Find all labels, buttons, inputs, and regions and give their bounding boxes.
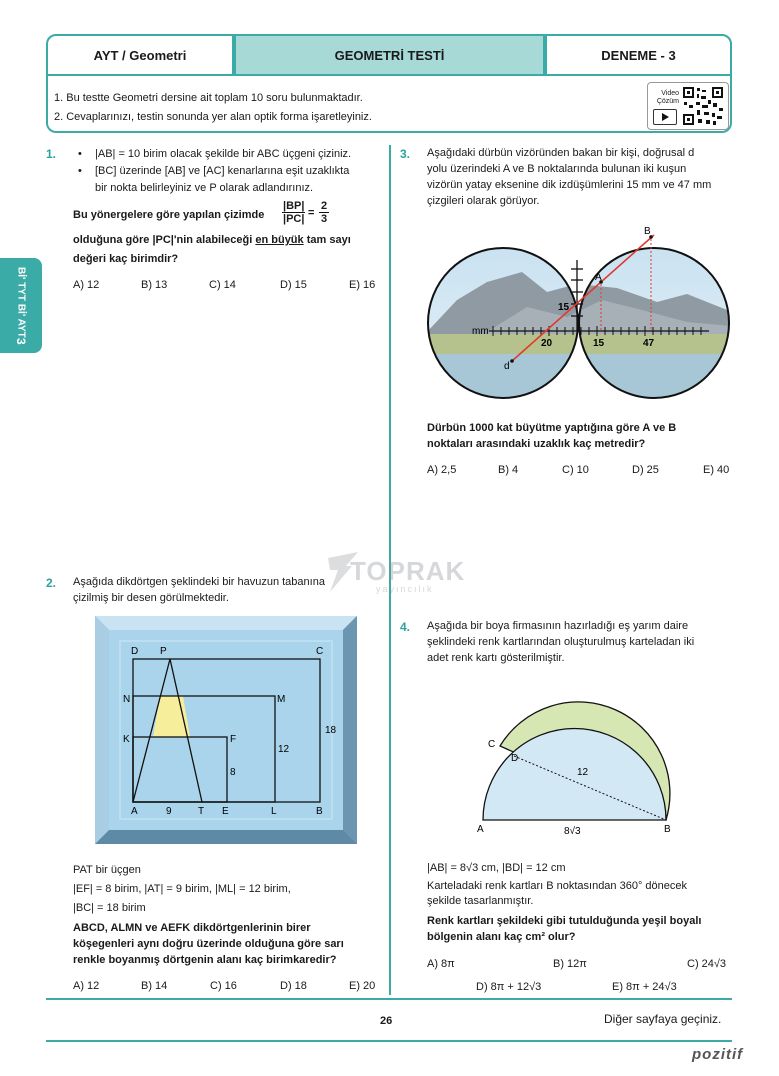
q4-label-ab: 8√3 [564, 826, 581, 837]
binocular-figure [427, 222, 732, 422]
qr-code-icon[interactable] [682, 86, 724, 131]
q1-val-den: 3 [320, 213, 328, 225]
q1-bullet-2a: [BC] üzerinde [AB] ve [AC] kenarlarına eşit uzaklıkta [95, 165, 350, 177]
q2-label-f: F [230, 734, 237, 745]
q3-label-b: B [644, 226, 651, 237]
q1-option-b[interactable]: B) 13 [141, 279, 168, 291]
q2-label-m: M [277, 694, 286, 705]
q3-tick-15: 15 [593, 338, 605, 349]
semicircle-figure [470, 672, 700, 842]
q4-option-a[interactable]: A) 8π [427, 958, 455, 970]
q2-label-8: 8 [230, 767, 236, 778]
q1-number: 1. [46, 147, 57, 161]
q1-bullet-1: |AB| = 10 birim olacak şekilde bir ABC üçgeni çiziniz. [95, 148, 352, 160]
q4-given-3: şekilde tasarlanmıştır. [427, 895, 534, 907]
next-page-note: Diğer sayfaya geçiniz. [604, 1012, 722, 1026]
q3-tick-20: 20 [541, 338, 553, 349]
q2-option-b[interactable]: B) 14 [141, 980, 168, 992]
q3-intro-4: çizgileri olarak görüyor. [427, 195, 540, 207]
q4-intro-3: adet renk kartı gösterilmiştir. [427, 652, 565, 664]
video-label: Video [661, 90, 679, 97]
q2-stem-1: ABCD, ALMN ve AEFK dikdörtgenlerinin birer [73, 922, 311, 934]
q2-label-l: L [271, 806, 277, 817]
q3-option-b[interactable]: B) 4 [498, 464, 519, 476]
q3-label-mm: mm [472, 326, 489, 337]
q2-label-n: N [123, 694, 131, 705]
q4-option-c[interactable]: C) 24√3 [687, 958, 727, 970]
header-subject: AYT / Geometri [46, 34, 234, 76]
publisher-watermark [320, 550, 466, 600]
q1-frac-den: |PC| [283, 213, 305, 225]
q4-stem-1: Renk kartları şekildeki gibi tutulduğunda yeşil boyalı [427, 915, 702, 927]
watermark-sub: yayıncılık [376, 584, 434, 594]
watermark-brand: TOPRAK [350, 556, 466, 586]
q1-option-e[interactable]: E) 16 [349, 279, 376, 291]
q2-label-a: A [131, 806, 138, 817]
q1-option-c[interactable]: C) 14 [209, 279, 236, 291]
q3-option-c[interactable]: C) 10 [562, 464, 589, 476]
side-tab-number: 3 [14, 338, 28, 345]
q1-bullet-2b: bir nokta belirleyiniz ve P olarak adlandırınız. [95, 182, 314, 194]
q1-bullet-2-dot: • [78, 165, 82, 177]
q4-option-e[interactable]: E) 8π + 24√3 [612, 981, 677, 993]
q1-val-num: 2 [320, 200, 328, 212]
q2-given-2: |EF| = 8 birim, |AT| = 9 birim, |ML| = 12 birim, [73, 883, 291, 895]
q3-number: 3. [400, 147, 411, 161]
q2-label-k: K [123, 734, 130, 745]
q3-tick-47: 47 [643, 338, 655, 349]
q1-option-d[interactable]: D) 15 [280, 279, 307, 291]
footer-rule-bottom [46, 1040, 732, 1042]
page-number: 26 [380, 1015, 393, 1027]
q4-number: 4. [400, 620, 411, 634]
q2-label-12: 12 [278, 744, 290, 755]
q2-option-c[interactable]: C) 16 [210, 980, 237, 992]
q2-label-c: C [316, 646, 324, 657]
q4-given-2: Karteladaki renk kartları B noktasından 360° dönecek [427, 880, 687, 892]
q4-given-1: |AB| = 8√3 cm, |BD| = 12 cm [427, 862, 566, 874]
header-title: GEOMETRİ TESTİ [234, 34, 545, 76]
q4-label-12: 12 [577, 767, 589, 778]
q4-intro-2: şeklindeki renk kartlarından oluşturulmuş karteladan iki [427, 636, 695, 648]
q4-label-b: B [664, 824, 671, 835]
q2-given-1: PAT bir üçgen [73, 864, 141, 876]
q1-value [319, 200, 329, 225]
q2-label-18: 18 [325, 725, 337, 736]
q2-stem-3: renkle boyanmış dörtgenin alanı kaç birimkaredir? [73, 954, 337, 966]
solution-label: Çözüm [656, 98, 679, 105]
q2-given-3: |BC| = 18 birim [73, 902, 146, 914]
q3-intro-1: Aşağıdaki dürbün vizöründen bakan bir kişi, doğrusal d [427, 147, 695, 159]
q4-stem-2: bölgenin alanı kaç cm² olur? [427, 931, 576, 943]
q1-stem-2: olduğuna göre |PC|'nin alabileceği en büyük tam sayı [73, 234, 351, 246]
publisher-logo: pozitif [692, 1046, 744, 1063]
q2-intro-2: çizilmiş bir desen görülmektedir. [73, 592, 229, 604]
q4-label-c: C [488, 739, 496, 750]
q2-label-t: T [198, 806, 205, 817]
q1-fraction [282, 200, 305, 225]
q1-stem-1: Bu yönergelere göre yapılan çizimde [73, 209, 265, 221]
footer-rule-top [46, 998, 732, 1000]
q3-option-e[interactable]: E) 40 [703, 464, 730, 476]
q3-stem-1: Dürbün 1000 kat büyütme yaptığına göre A ve B [427, 422, 677, 434]
q2-option-d[interactable]: D) 18 [280, 980, 307, 992]
q2-intro-1: Aşağıda dikdörtgen şeklindeki bir havuzun tabanına [73, 576, 325, 588]
q3-stem-2: noktaları arasındaki uzaklık kaç metredir? [427, 438, 646, 450]
q2-label-e: E [222, 806, 229, 817]
q1-emphasis: en büyük [255, 234, 304, 246]
q4-option-b[interactable]: B) 12π [553, 958, 587, 970]
pool-figure [95, 616, 357, 844]
q2-label-p: P [160, 646, 167, 657]
q4-intro-1: Aşağıda bir boya firmasının hazırladığı eş yarım daire [427, 620, 689, 632]
q1-bullet-1-dot: • [78, 148, 82, 160]
q2-label-b: B [316, 806, 323, 817]
q2-number: 2. [46, 576, 57, 590]
q1-option-a[interactable]: A) 12 [73, 279, 100, 291]
q2-option-e[interactable]: E) 20 [349, 980, 376, 992]
q1-frac-num: |BP| [283, 200, 305, 212]
q4-label-d: D [511, 753, 519, 764]
q4-option-d[interactable]: D) 8π + 12√3 [476, 981, 542, 993]
q3-option-a[interactable]: A) 2,5 [427, 464, 457, 476]
q3-option-d[interactable]: D) 25 [632, 464, 659, 476]
side-tab-text: Bİ' TYT Bİ' AYT [15, 267, 27, 338]
instruction-1: 1. Bu testte Geometri dersine ait toplam 10 soru bulunmaktadır. [54, 92, 363, 104]
q3-label-v15: 15 [558, 302, 570, 313]
q1-stem-3: değeri kaç birimdir? [73, 253, 179, 265]
instructions-box [46, 76, 732, 133]
q3-label-a: A [595, 272, 602, 283]
q3-label-d: d [504, 361, 510, 372]
q1-equals: = [308, 207, 315, 219]
q4-label-a: A [477, 824, 484, 835]
video-solution-badge[interactable] [647, 82, 729, 130]
side-tab [0, 258, 42, 353]
q2-option-a[interactable]: A) 12 [73, 980, 100, 992]
q3-intro-2: yolu üzerindeki A ve B noktalarında bulunan iki kuşun [427, 163, 687, 175]
q2-label-9: 9 [166, 806, 172, 817]
header-test-number: DENEME - 3 [545, 34, 732, 76]
instruction-2: 2. Cevaplarınızı, testin sonunda yer alan optik forma işaretleyiniz. [54, 111, 372, 123]
play-icon[interactable] [653, 109, 677, 125]
q3-intro-3: vizörün yatay eksenine dik izdüşümlerini 15 mm ve 47 mm [427, 179, 712, 191]
q2-label-d: D [131, 646, 139, 657]
q2-stem-2: köşegenleri aynı doğru üzerinde olduğuna göre sarı [73, 938, 344, 950]
